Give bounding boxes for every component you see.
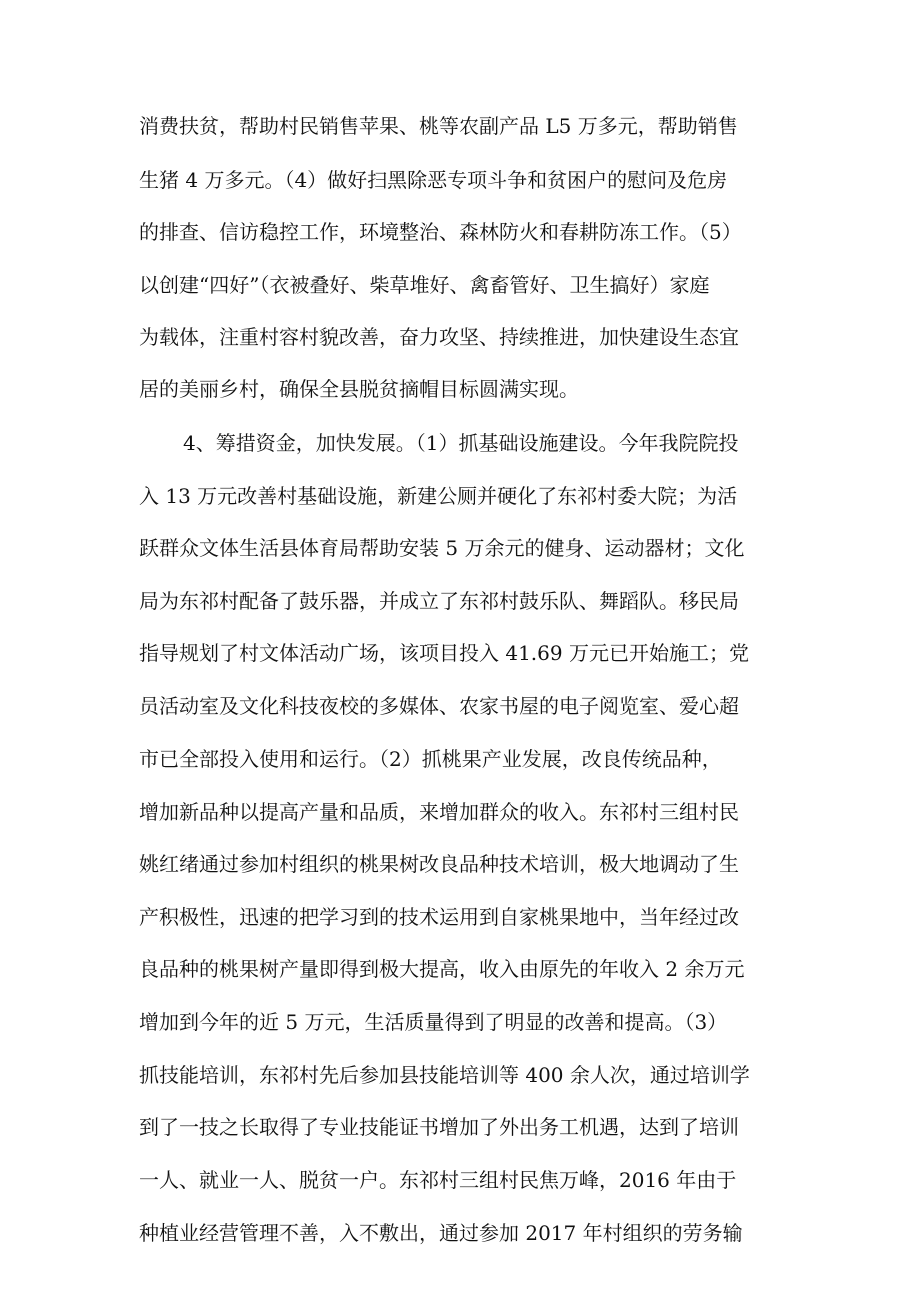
- text-line-10: 局为东祁村配备了鼓乐器，并成立了东祁村鼓乐队、舞蹈队。移民局: [139, 589, 739, 613]
- text-line-3: 的排查、信访稳控工作，环境整治、森林防火和春耕防冻工作。（5）: [139, 220, 742, 244]
- text-line-2: 生猪 4 万多元。（4）做好扫黑除恶专项斗争和贫困户的慰问及危房: [139, 168, 728, 192]
- text-line-12: 员活动室及文化科技夜校的多媒体、农家书屋的电子阅览室、爱心超: [139, 694, 739, 718]
- text-line-15: 姚红绪通过参加村组织的桃果树改良品种技术培训，极大地调动了生: [139, 852, 739, 876]
- text-line-14: 增加新品种以提高产量和品质，来增加群众的收入。东祁村三组村民: [139, 800, 739, 824]
- text-line-1: 消费扶贫，帮助村民销售苹果、桃等农副产品 L5 万多元，帮助销售: [139, 114, 738, 138]
- text-line-5: 为载体，注重村容村貌改善，奋力攻坚、持续推进，加快建设生态宜: [139, 325, 739, 349]
- text-line-13: 市已全部投入使用和运行。（2）抓桃果产业发展，改良传统品种，: [139, 747, 722, 771]
- text-line-9: 跃群众文体生活县体育局帮助安装 5 万余元的健身、运动器材；文化: [139, 536, 745, 560]
- text-line-19: 抓技能培训，东祁村先后参加县技能培训等 400 余人次，通过培训学: [139, 1063, 750, 1087]
- text-line-8: 入 13 万元改善村基础设施，新建公厕并硬化了东祁村委大院；为活: [139, 484, 738, 508]
- text-line-7: 4、筹措资金，加快发展。（1）抓基础设施建设。今年我院院投: [183, 431, 739, 455]
- text-line-17: 良品种的桃果树产量即得到极大提高，收入由原先的年收入 2 余万元: [139, 957, 745, 981]
- text-line-18: 增加到今年的近 5 万元，生活质量得到了明显的改善和提高。（3）: [139, 1010, 728, 1034]
- text-line-16: 产积极性，迅速的把学习到的技术运用到自家桃果地中，当年经过改: [139, 905, 739, 929]
- text-line-6: 居的美丽乡村，确保全县脱贫摘帽目标圆满实现。: [139, 377, 579, 401]
- text-line-22: 种植业经营管理不善，入不敷出，通过参加 2017 年村组织的劳务输: [139, 1221, 743, 1245]
- text-line-4: 以创建“四好”（衣被叠好、柴草堆好、禽畜管好、卫生搞好）家庭: [139, 273, 710, 297]
- text-line-21: 一人、就业一人、脱贫一户。东祁村三组村民焦万峰，2016 年由于: [139, 1168, 737, 1192]
- text-line-11: 指导规划了村文体活动广场，该项目投入 41.69 万元已开始施工；党: [139, 641, 749, 665]
- text-line-20: 到了一技之长取得了专业技能证书增加了外出务工机遇，达到了培训: [139, 1115, 739, 1139]
